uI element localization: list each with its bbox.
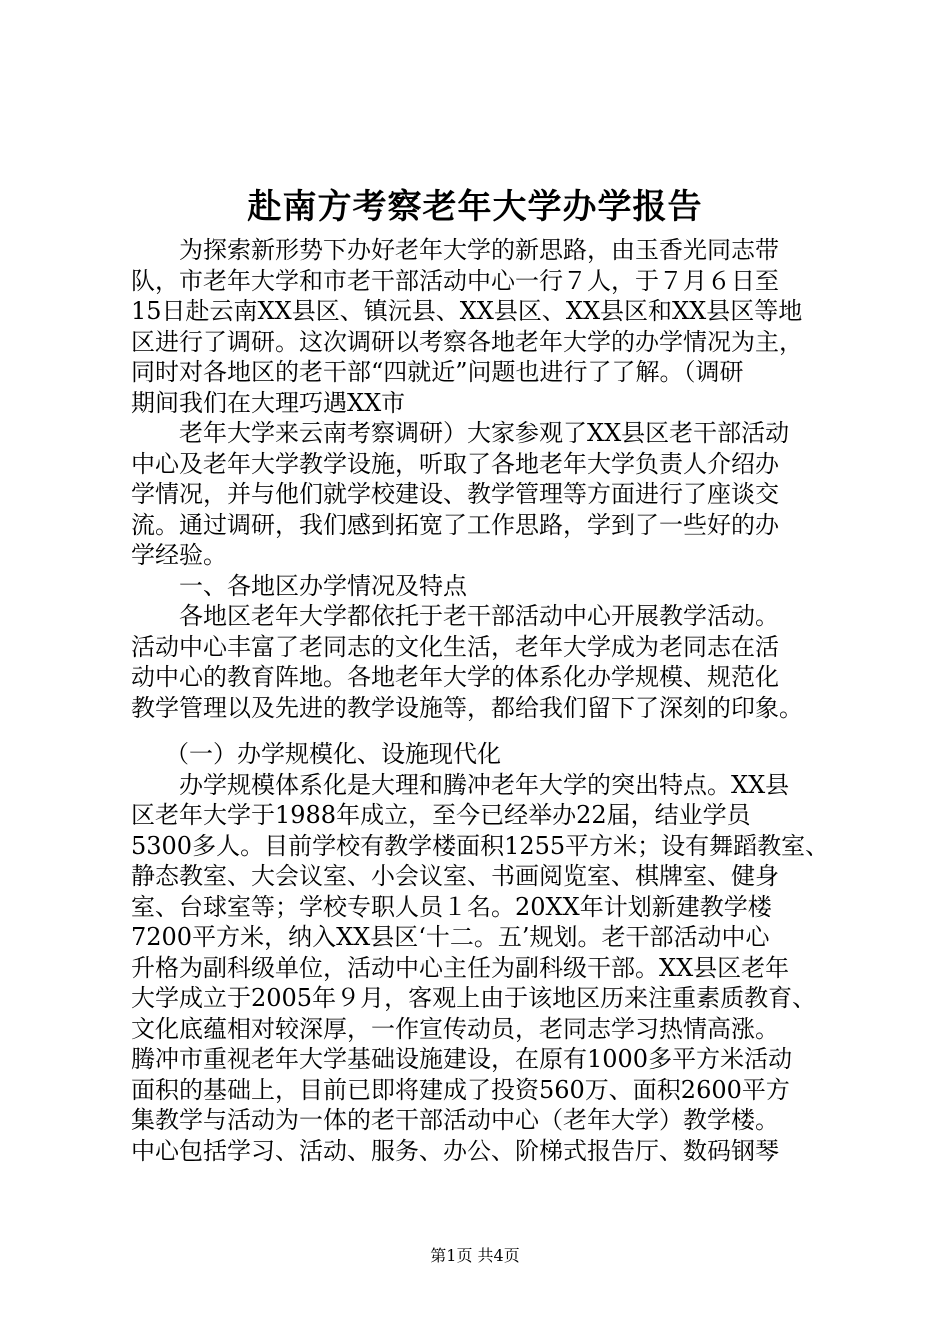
paragraph-line: 为探索新形势下办好老年大学的新思路，由玉香光同志带 — [179, 236, 779, 264]
paragraph-line: 办学规模体系化是大理和腾冲老年大学的突出特点。XX县 — [179, 770, 790, 799]
paragraph-line: 老年大学来云南考察调研）大家参观了XX县区老干部活动 — [179, 419, 790, 447]
paragraph-line: 动中心的教育阵地。各地老年大学的体系化办学规模、规范化 — [131, 663, 779, 691]
paragraph-line: 活动中心丰富了老同志的文化生活，老年大学成为老同志在活 — [131, 632, 779, 661]
paragraph-line: 各地区老年大学都依托于老干部活动中心开展教学活动。 — [179, 602, 779, 630]
paragraph-line: 集教学与活动为一体的老干部活动中心（老年大学）教学楼。 — [131, 1106, 779, 1134]
paragraph-gap — [131, 723, 831, 739]
paragraph-line: 15日赴云南XX县区、镇沅县、XX县区、XX县区和XX县区等地 — [131, 297, 803, 325]
paragraph-line: 面积的基础上，目前已即将建成了投资560万、面积2600平方 — [131, 1075, 790, 1104]
paragraph-line: 腾冲市重视老年大学基础设施建设，在原有1000多平方米活动 — [131, 1045, 793, 1073]
document-body — [131, 235, 831, 1166]
paragraph-line: 流。通过调研，我们感到拓宽了工作思路，学到了一些好的办 — [131, 510, 779, 539]
paragraph-line: 队，市老年大学和市老干部活动中心一行７人，于７月６日至 — [131, 266, 779, 295]
paragraph-line: 学经验。 — [131, 541, 227, 569]
paragraph-line: 静态教室、大会议室、小会议室、书画阅览室、棋牌室、健身 — [131, 862, 779, 890]
paragraph-line: 同时对各地区的老干部“四就近”问题也进行了了解。（调研 — [131, 358, 744, 386]
paragraph-line: 中心包括学习、活动、服务、办公、阶梯式报告厅、数码钢琴 — [131, 1136, 779, 1165]
paragraph-line: 7200平方米，纳入XX县区‘十二。五’规划。老干部活动中心 — [131, 923, 770, 951]
subsection-heading: （一）办学规模化、设施现代化 — [165, 740, 501, 768]
paragraph-line: 区老年大学于1988年成立，至今已经举办22届，结业学员 — [131, 801, 751, 829]
section-heading: 一、各地区办学情况及特点 — [179, 571, 467, 600]
paragraph-line: 升格为副科级单位，活动中心主任为副科级干部。XX县区老年 — [131, 953, 790, 982]
paragraph-line: 区进行了调研。这次调研以考察各地老年大学的办学情况为主， — [131, 327, 803, 356]
paragraph-line: 中心及老年大学教学设施，听取了各地老年大学负责人介绍办 — [131, 449, 779, 478]
paragraph-line: 文化底蕴相对较深厚，一作宣传动员，老同志学习热情高涨。 — [131, 1014, 779, 1043]
paragraph-line: 5300多人。目前学校有教学楼面积1255平方米；设有舞蹈教室、 — [131, 831, 830, 860]
page-footer: 第1页 共4页 — [430, 1246, 520, 1265]
paragraph-line: 期间我们在大理巧遇XX市 — [131, 388, 406, 417]
paragraph-line: 教学管理以及先进的教学设施等，都给我们留下了深刻的印象。 — [131, 693, 803, 722]
paragraph-line: 大学成立于2005年９月，客观上由于该地区历来注重素质教育、 — [131, 984, 817, 1012]
paragraph-line: 学情况，并与他们就学校建设、教学管理等方面进行了座谈交 — [131, 480, 779, 508]
document-title: 赴南方考察老年大学办学报告 — [247, 187, 703, 227]
paragraph-line: 室、台球室等；学校专职人员１名。20XX年计划新建教学楼 — [131, 892, 772, 921]
